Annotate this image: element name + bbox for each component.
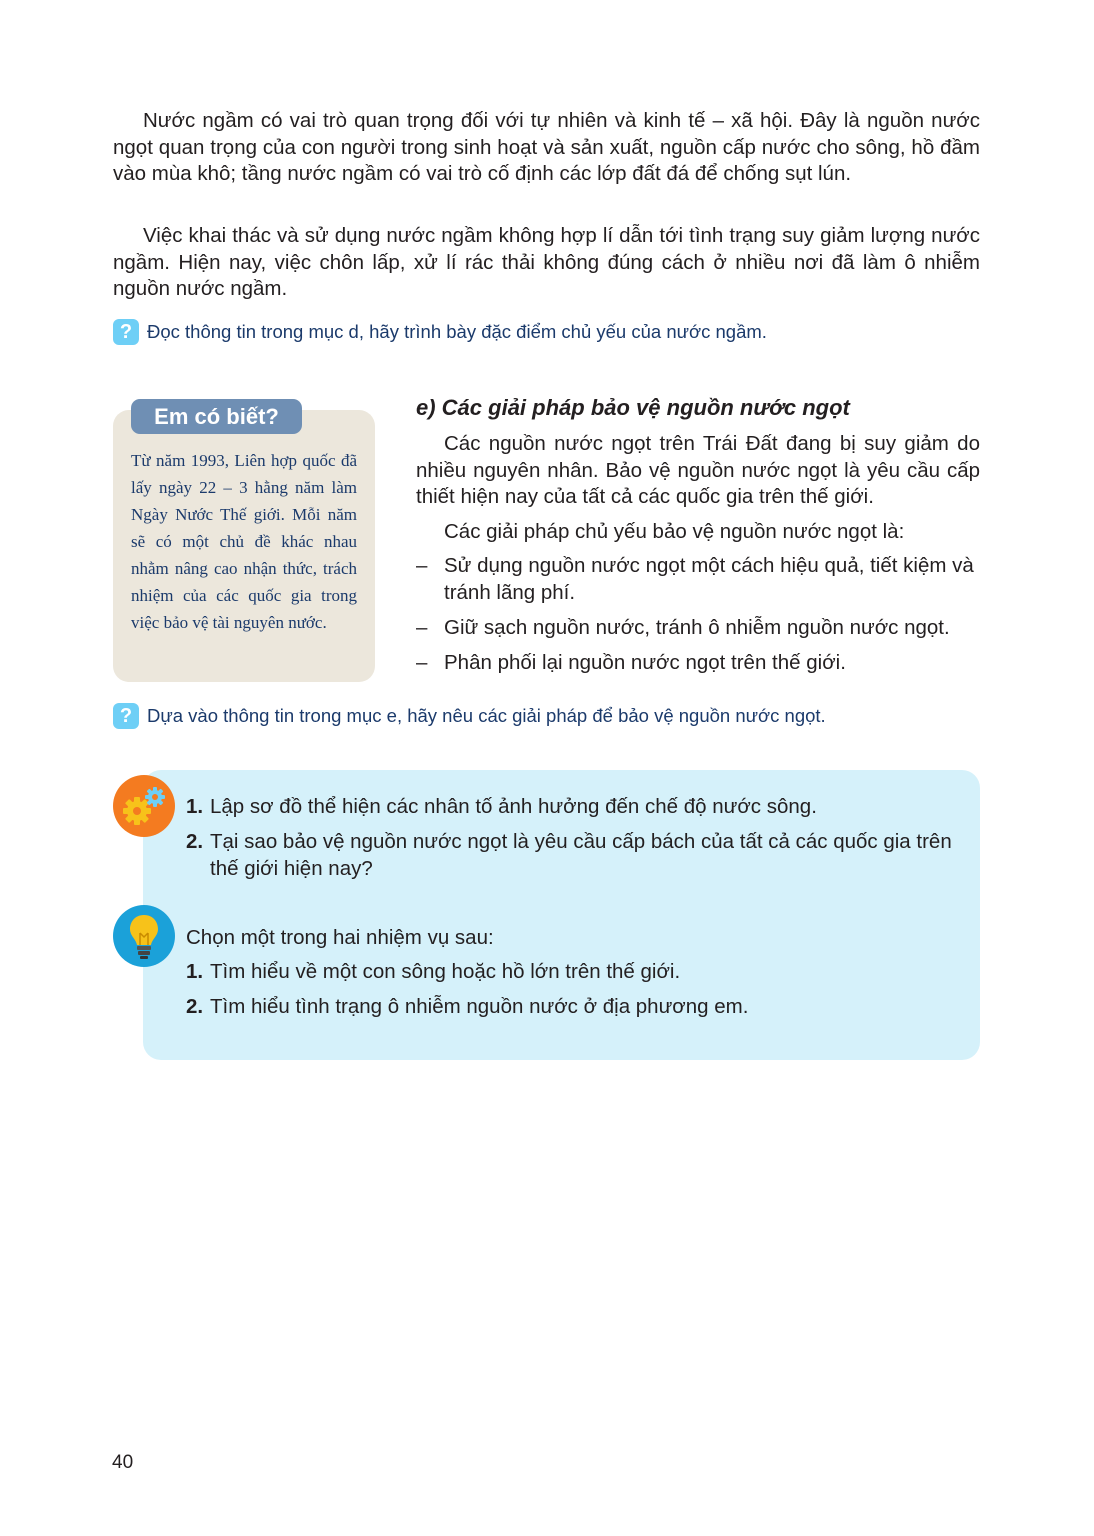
apply-item bbox=[186, 959, 966, 986]
apply-item-text: Tìm hiểu về một con sông hoặc hồ lớn trên thế giới. bbox=[210, 960, 681, 983]
practice-item-number: 2. bbox=[186, 830, 204, 853]
question-e-text: Dựa vào thông tin trong mục e, hãy nêu các giải pháp để bảo vệ nguồn nước ngọt. bbox=[147, 705, 826, 726]
question-mark-icon: ? bbox=[113, 319, 139, 345]
section-e-paragraph-1: Các nguồn nước ngọt trên Trái Đất đang bị suy giảm do nhiều nguyên nhân. Bảo vệ nguồn nước ngọt là yêu cầu cấp thiết hiện nay của tất cả các quốc gia trên thế giới. bbox=[416, 432, 980, 508]
question-d-text: Đọc thông tin trong mục d, hãy trình bày đặc điểm chủ yếu của nước ngầm. bbox=[147, 321, 767, 342]
apply-item-number: 2. bbox=[186, 995, 204, 1018]
apply-item-text: Tìm hiểu tình trạng ô nhiễm nguồn nước ở địa phương em. bbox=[210, 995, 749, 1018]
question-mark-icon: ? bbox=[113, 703, 139, 729]
question-e bbox=[113, 701, 826, 731]
dash-bullet: – bbox=[416, 651, 428, 674]
apply-intro: Chọn một trong hai nhiệm vụ sau: bbox=[186, 926, 494, 949]
dash-bullet: – bbox=[416, 554, 428, 577]
section-e-title: e) Các giải pháp bảo vệ nguồn nước ngọt bbox=[416, 395, 850, 420]
solution-item bbox=[416, 615, 980, 642]
lightbulb-icon bbox=[113, 905, 175, 967]
practice-item-number: 1. bbox=[186, 795, 204, 818]
paragraph-groundwater-decline: Việc khai thác và sử dụng nước ngầm không hợp lí dẫn tới tình trạng suy giảm lượng nước ngầm. Hiện nay, việc chôn lấp, xử lí rác thải không đúng cách ở nhiều nơi đã làm ô nhiễm nguồn nước ngầm. bbox=[113, 224, 980, 300]
did-you-know-title: Em có biết? bbox=[131, 399, 302, 434]
gears-icon bbox=[113, 775, 175, 837]
page-number: 40 bbox=[112, 1452, 134, 1473]
section-e-paragraph-2: Các giải pháp chủ yếu bảo vệ nguồn nước ngọt là: bbox=[444, 520, 905, 543]
solution-item-text: Giữ sạch nguồn nước, tránh ô nhiễm nguồn nước ngọt. bbox=[444, 616, 950, 639]
solution-item bbox=[416, 650, 980, 677]
apply-item bbox=[186, 994, 966, 1021]
practice-item bbox=[186, 794, 966, 821]
practice-item-text: Tại sao bảo vệ nguồn nước ngọt là yêu cầu cấp bách của tất cả các quốc gia trên thế giới hiện nay? bbox=[210, 830, 952, 880]
apply-item-number: 1. bbox=[186, 960, 204, 983]
did-you-know-text: Từ năm 1993, Liên hợp quốc đã lấy ngày 22 – 3 hằng năm làm Ngày Nước Thế giới. Mỗi năm sẽ có một chủ đề khác nhau nhằm nâng cao nhận thức, trách nhiệm của các quốc gia trong việc bảo vệ tài nguyên nước. bbox=[131, 451, 357, 632]
solution-item bbox=[416, 553, 980, 606]
question-d bbox=[113, 317, 767, 347]
solution-item-text: Sử dụng nguồn nước ngọt một cách hiệu quả, tiết kiệm và tránh lãng phí. bbox=[444, 554, 974, 604]
practice-item bbox=[186, 829, 966, 882]
paragraph-groundwater-role: Nước ngầm có vai trò quan trọng đối với tự nhiên và kinh tế – xã hội. Đây là nguồn nước ngọt quan trọng của con người trong sinh hoạt và sản xuất, nguồn cấp nước cho sông, hồ đầm vào mùa khô; tầng nước ngầm có vai trò cố định các lớp đất đá để chống sụt lún. bbox=[113, 109, 980, 185]
practice-item-text: Lập sơ đồ thể hiện các nhân tố ảnh hưởng đến chế độ nước sông. bbox=[210, 795, 817, 818]
dash-bullet: – bbox=[416, 616, 428, 639]
solution-item-text: Phân phối lại nguồn nước ngọt trên thế giới. bbox=[444, 651, 846, 674]
